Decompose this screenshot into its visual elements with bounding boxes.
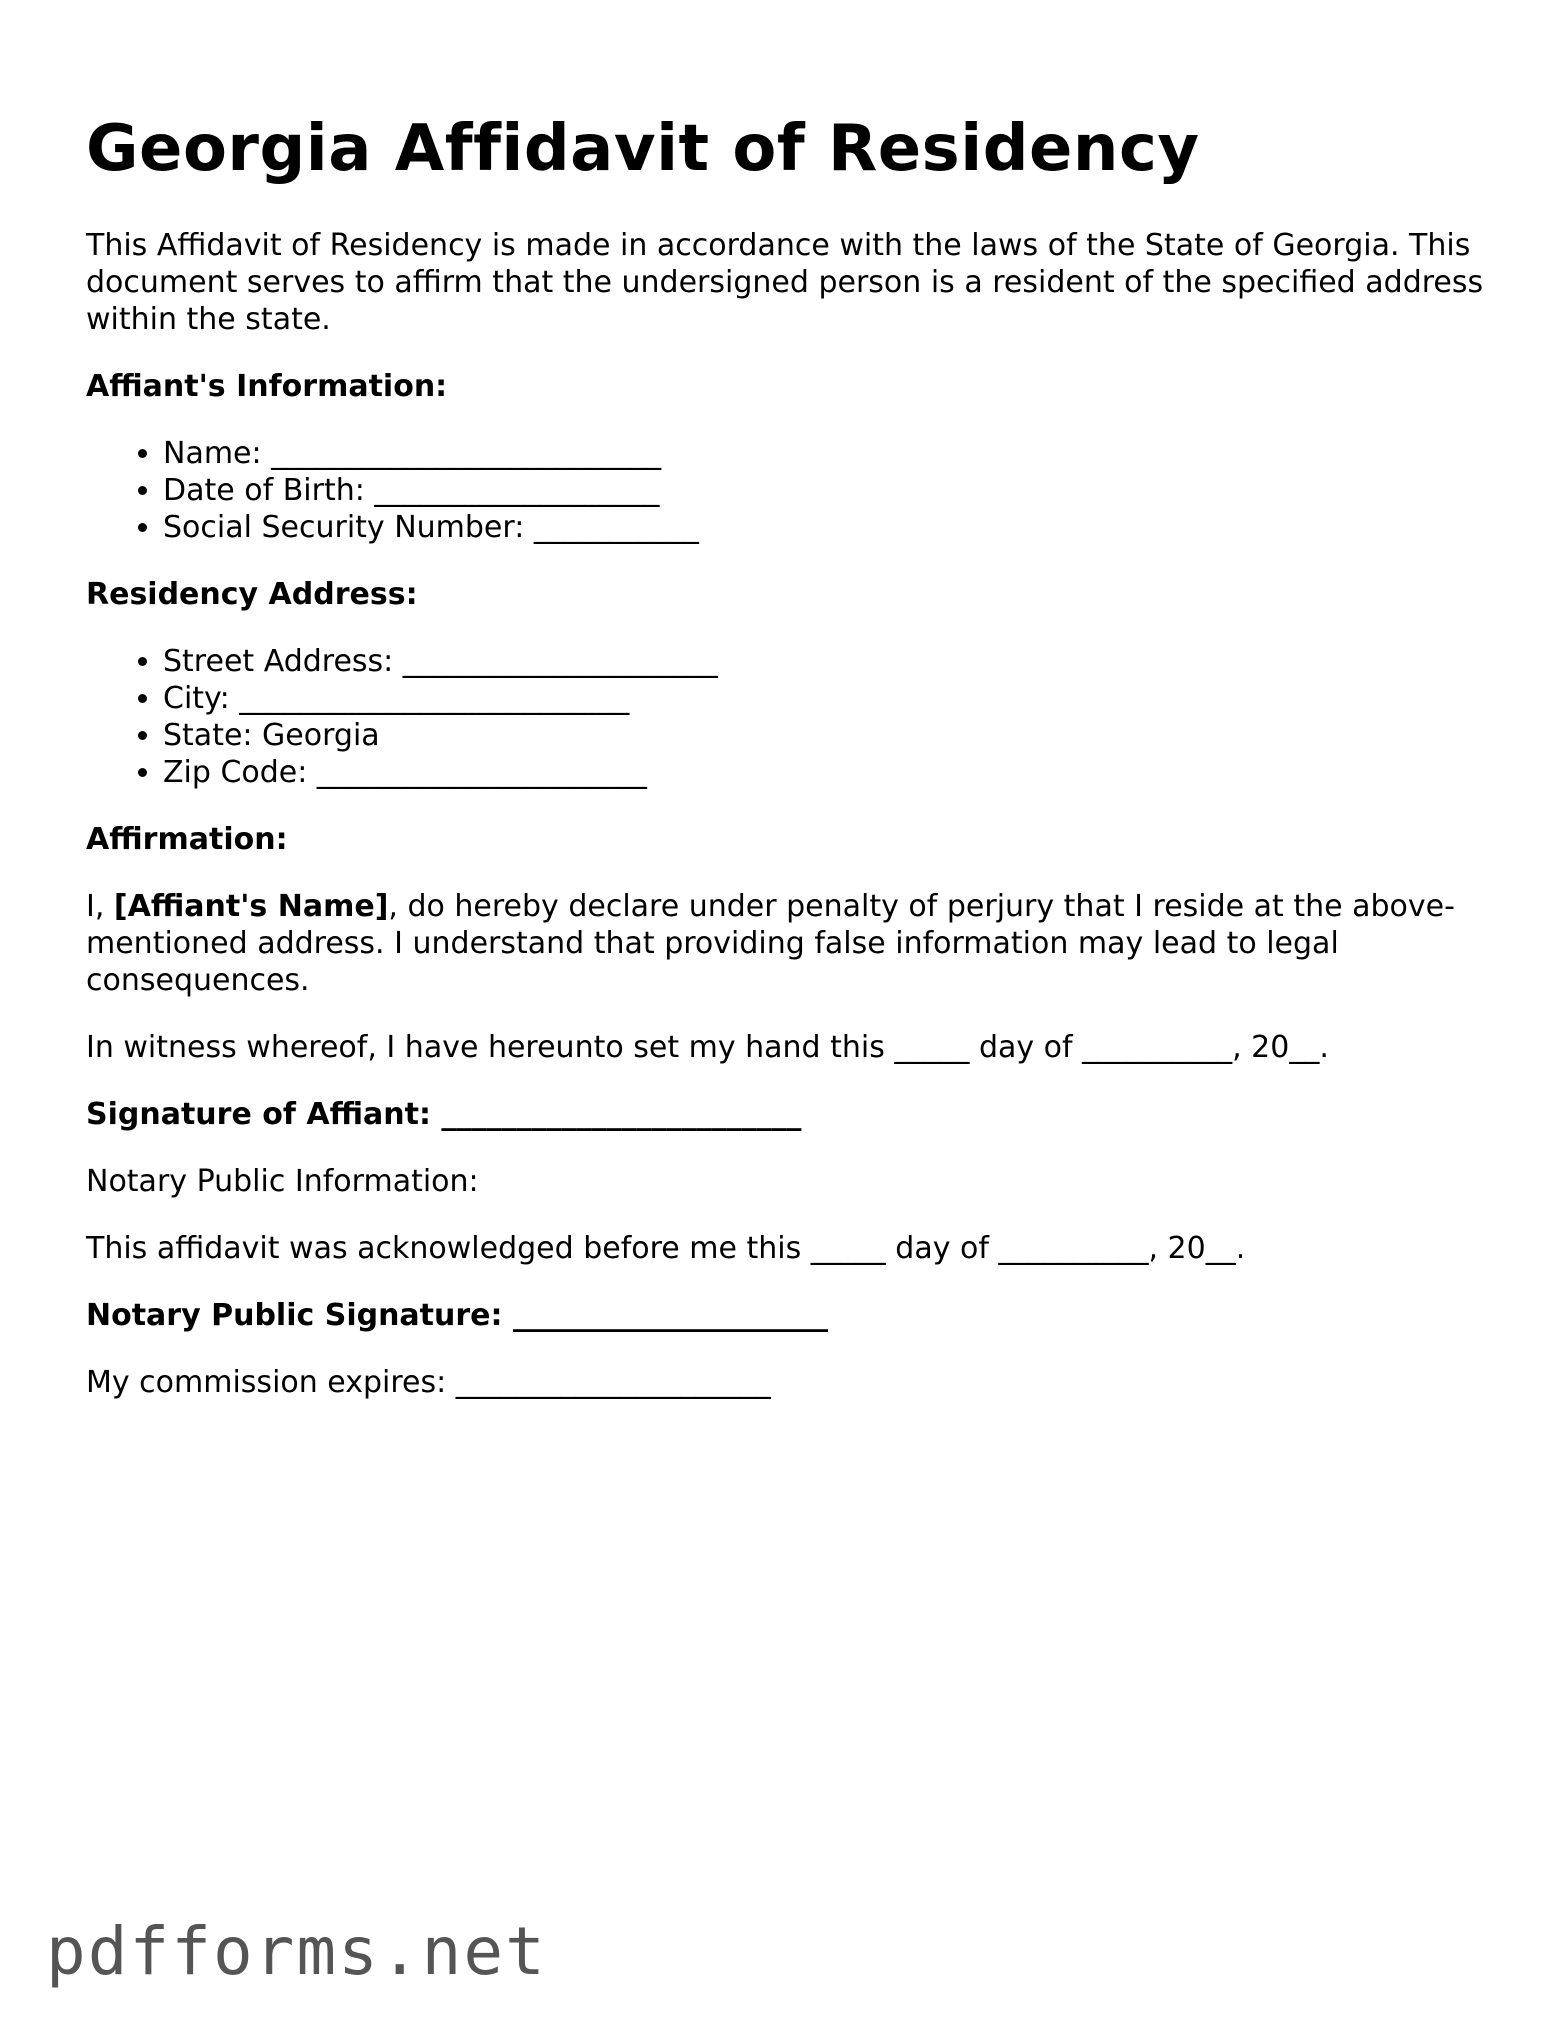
intro-paragraph: This Affidavit of Residency is made in accordance with the laws of the State of Georgia. This document serves to affirm that the undersigned person is a resident of the specified address within the state. xyxy=(86,228,1484,337)
affiant-info-heading: Affiant's Information: xyxy=(86,369,448,404)
field-ssn: • Social Security Number: ___________ xyxy=(163,509,1486,546)
field-name: • Name: __________________________ xyxy=(163,435,1486,472)
field-zip-code: • Zip Code: ______________________ xyxy=(163,754,1486,791)
field-street-address: • Street Address: _____________________ xyxy=(163,643,1486,680)
affirmation-paragraph xyxy=(86,888,1486,999)
document-page xyxy=(86,105,1486,1401)
residency-address-list xyxy=(86,643,1486,791)
affirmation-prefix: I, xyxy=(86,889,114,924)
affiant-signature-line: Signature of Affiant: ________________________ xyxy=(86,1097,802,1132)
field-state: • State: Georgia xyxy=(163,717,1486,754)
affiant-name-placeholder: [Affiant's Name] xyxy=(113,889,389,924)
field-city: • City: __________________________ xyxy=(163,680,1486,717)
notary-signature-line: Notary Public Signature: _____________________ xyxy=(86,1298,828,1333)
affirmation-suffix: , do hereby declare under penalty of perjury that I reside at the above-mentioned address. I understand that providing false information may lead to legal consequences. xyxy=(86,889,1455,998)
affiant-info-list xyxy=(86,435,1486,546)
witness-line: In witness whereof, I have hereunto set my hand this _____ day of __________, 20__. xyxy=(86,1030,1329,1065)
document-title: Georgia Affidavit of Residency xyxy=(86,112,1200,186)
watermark-logo: pdfforms.net xyxy=(46,1913,547,1990)
affirmation-heading: Affirmation: xyxy=(86,822,288,857)
residency-address-heading: Residency Address: xyxy=(86,577,418,612)
notary-info-label: Notary Public Information: xyxy=(86,1164,479,1199)
field-date-of-birth: • Date of Birth: ___________________ xyxy=(163,472,1486,509)
commission-expires-line: My commission expires: _____________________ xyxy=(86,1365,771,1400)
acknowledgment-line: This affidavit was acknowledged before me this _____ day of __________, 20__. xyxy=(86,1231,1246,1266)
